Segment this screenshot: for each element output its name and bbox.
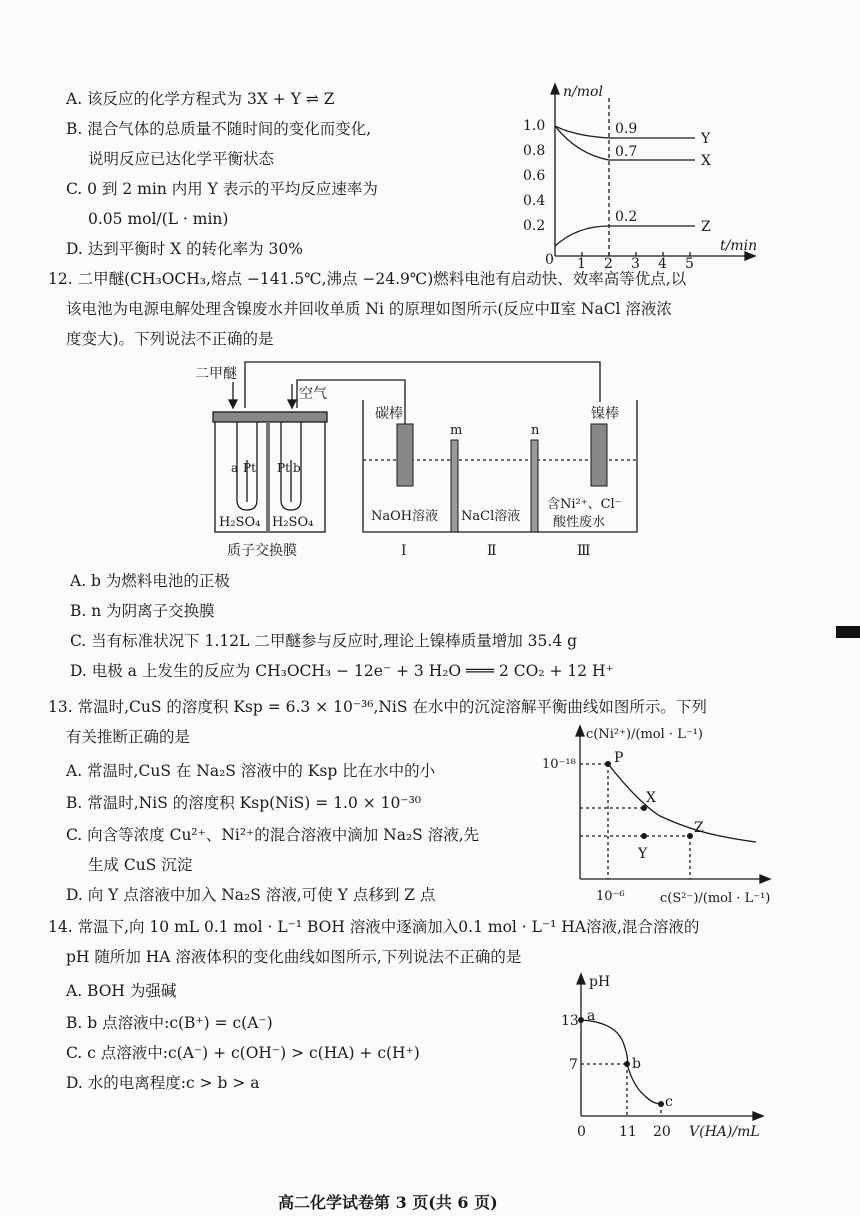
q12-electrode-b-label: b: [293, 461, 301, 475]
q12-electrode-pt-right: Pt: [277, 461, 290, 475]
q13-ytick: 10⁻¹⁸: [542, 757, 576, 772]
q12-nickel-rod-label: 镍棒: [591, 406, 619, 422]
q11-graph: [515, 78, 765, 268]
q13-point-p: P: [614, 750, 624, 766]
q14-y-axis-label: pH: [589, 974, 611, 990]
q12-room-1: Ⅰ: [401, 543, 407, 559]
margin-marker: [836, 626, 860, 638]
q13-option-c-line1: C. 向含等浓度 Cu²⁺、Ni²⁺的混合溶液中滴加 Na₂S 溶液,先: [66, 826, 480, 844]
q13-xtick: 10⁻⁶: [596, 889, 625, 904]
q14-point-a: a: [587, 1008, 596, 1024]
q11-curve-x-label: X: [701, 153, 711, 169]
q12-waste-label-2: 酸性废水: [553, 515, 606, 530]
q14-x-axis-label: V(HA)/mL: [689, 1124, 760, 1140]
q11-z-value: 0.2: [615, 209, 638, 225]
q12-electrode-pt-left: Pt: [243, 461, 256, 475]
q12-option-a: A. b 为燃料电池的正极: [70, 572, 230, 590]
q12-air-label: 空气: [299, 386, 327, 402]
q11-ytick: 0.2: [523, 218, 546, 234]
q12-diagram: [195, 360, 665, 565]
q13-stem-line2: 有关推断正确的是: [66, 728, 191, 746]
q11-curve-z-label: Z: [701, 219, 711, 235]
q14-xtick-11: 11: [619, 1124, 637, 1140]
q12-stem-line2: 该电池为电源电解处理含镍废水并回收单质 Ni 的原理如图所示(反应中Ⅱ室 NaCl 溶液浓: [66, 300, 672, 318]
q14-stem-line1: 14. 常温下,向 10 mL 0.1 mol · L⁻¹ BOH 溶液中逐滴加入0.1 mol · L⁻¹ HA溶液,混合溶液的: [48, 918, 700, 936]
q14-stem-line2: pH 随所加 HA 溶液体积的变化曲线如图所示,下列说法不正确的是: [66, 948, 522, 966]
q11-y-value: 0.9: [615, 121, 638, 137]
q11-option-c-line2: 0.05 mol/(L · min): [88, 210, 229, 228]
q12-h2so4-right: H₂SO₄: [272, 515, 314, 530]
q11-xtick: 2: [604, 256, 613, 268]
q12-naoh-label: NaOH溶液: [371, 509, 439, 524]
q11-xtick: 3: [631, 256, 640, 268]
q13-point-y: Y: [638, 846, 648, 862]
q13-option-d: D. 向 Y 点溶液中加入 Na₂S 溶液,可使 Y 点移到 Z 点: [66, 886, 436, 904]
q11-curve-y-label: Y: [701, 131, 711, 147]
q12-ether-label: 二甲醚: [195, 366, 237, 382]
q11-ytick: 1.0: [523, 118, 546, 134]
q11-ytick: 0.4: [523, 193, 546, 209]
q13-option-a: A. 常温时,CuS 在 Na₂S 溶液中的 Ksp 比在水中的小: [66, 762, 436, 780]
q12-option-c: C. 当有标准状况下 1.12L 二甲醚参与反应时,理论上镍棒质量增加 35.4 g: [70, 632, 578, 650]
q12-room-2: Ⅱ: [487, 543, 497, 559]
q11-option-c-line1: C. 0 到 2 min 内用 Y 表示的平均反应速率为: [66, 180, 378, 198]
q12-carbon-rod-label: 碳棒: [375, 406, 403, 422]
q14-ytick-13: 13: [561, 1013, 579, 1029]
q13-point-x: X: [646, 790, 656, 806]
q14-xtick-0: 0: [577, 1124, 586, 1140]
q12-option-d: D. 电极 a 上发生的反应为 CH₃OCH₃ − 12e⁻ + 3 H₂O ═══ 2 CO₂ + 12 H⁺: [70, 662, 614, 680]
q11-ytick: 0.6: [523, 168, 546, 184]
q14-ytick-7: 7: [569, 1057, 578, 1073]
q12-option-b: B. n 为阴离子交换膜: [70, 602, 215, 620]
q14-xtick-20: 20: [653, 1124, 671, 1140]
q11-ytick: 0.8: [523, 143, 546, 159]
q13-stem-line1: 13. 常温时,CuS 的溶度积 Ksp = 6.3 × 10⁻³⁶,NiS 在水中的沉淀溶解平衡曲线如图所示。下列: [48, 698, 707, 716]
q12-membrane-label: 质子交换膜: [227, 543, 297, 559]
q11-option-d: D. 达到平衡时 X 的转化率为 30%: [66, 240, 303, 258]
q12-membrane-n-label: n: [531, 423, 540, 438]
q12-stem-line1: 12. 二甲醚(CH₃OCH₃,熔点 −141.5℃,沸点 −24.9℃)燃料电池有启动快、效率高等优点,以: [48, 270, 687, 288]
q13-x-axis-label: c(S²⁻)/(mol · L⁻¹): [660, 891, 771, 906]
q12-electrode-a-label: a: [231, 461, 239, 475]
q11-option-b-line2: 说明反应已达化学平衡状态: [88, 150, 275, 168]
q14-option-b: B. b 点溶液中:c(B⁺) = c(A⁻): [66, 1014, 273, 1032]
q12-room-3: Ⅲ: [577, 543, 591, 559]
q12-stem-line3: 度变大)。下列说法不正确的是: [66, 330, 274, 348]
q14-point-b: b: [632, 1056, 641, 1072]
page-footer: 高二化学试卷第 3 页(共 6 页): [278, 1193, 498, 1212]
q11-xtick: 1: [577, 256, 586, 268]
q11-y-axis-label: n/mol: [563, 84, 603, 100]
q14-graph: [555, 966, 775, 1146]
q11-option-b-line1: B. 混合气体的总质量不随时间的变化而变化,: [66, 120, 372, 138]
q12-membrane-m-label: m: [450, 423, 463, 438]
q11-option-a: A. 该反应的化学方程式为 3X + Y ⇌ Z: [66, 90, 335, 108]
q14-point-c: c: [665, 1094, 673, 1110]
q13-y-axis-label: c(Ni²⁺)/(mol · L⁻¹): [586, 727, 703, 742]
q12-nacl-label: NaCl溶液: [461, 509, 521, 524]
q14-option-c: C. c 点溶液中:c(A⁻) + c(OH⁻) > c(HA) + c(H⁺): [66, 1044, 420, 1062]
q13-point-z: Z: [694, 820, 704, 836]
q11-x-value: 0.7: [615, 144, 638, 160]
q12-h2so4-left: H₂SO₄: [219, 515, 261, 530]
q14-option-d: D. 水的电离程度:c > b > a: [66, 1074, 260, 1092]
q13-graph: [540, 724, 780, 914]
q11-x-axis-label: t/min: [720, 238, 758, 254]
q13-option-c-line2: 生成 CuS 沉淀: [88, 856, 193, 874]
q13-option-b: B. 常温时,NiS 的溶度积 Ksp(NiS) = 1.0 × 10⁻³⁰: [66, 794, 422, 812]
q11-origin: 0: [545, 252, 554, 268]
q12-waste-label-1: 含Ni²⁺、Cl⁻: [547, 497, 622, 512]
q11-xtick: 4: [658, 256, 667, 268]
q11-xtick: 5: [685, 256, 694, 268]
q14-option-a: A. BOH 为强碱: [66, 982, 177, 1000]
